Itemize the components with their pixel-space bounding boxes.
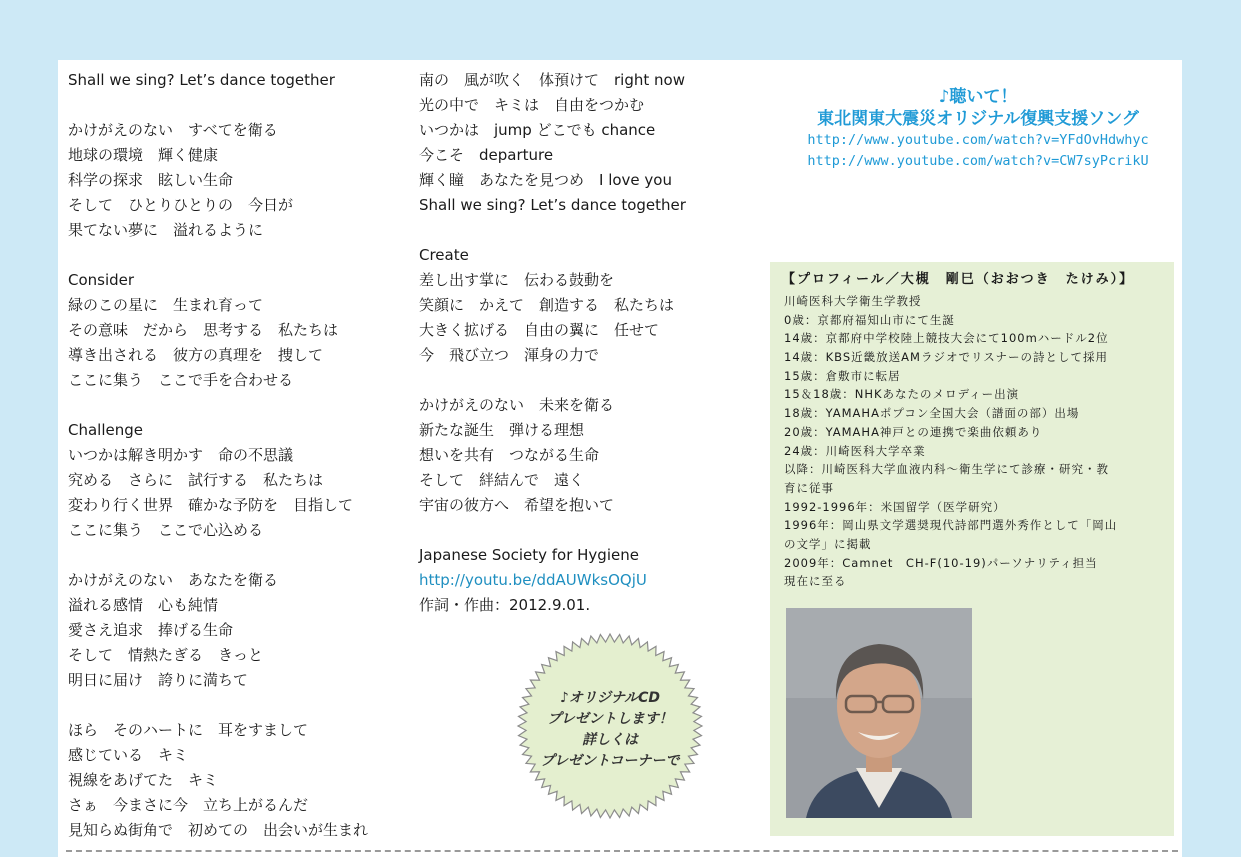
lyric-line: 果てない夢に 溢れるように: [68, 221, 264, 239]
profile-line: 川崎医科大学衛生学教授: [784, 294, 922, 308]
youtube-link-2[interactable]: http://www.youtube.com/watch?v=CW7syPcrikU: [807, 153, 1149, 169]
lyric-line: そして 絆結んで 遠く: [419, 471, 585, 489]
lyric-line: 導き出される 彼方の真理を 捜して: [68, 346, 324, 364]
lyric-line: Consider: [68, 271, 135, 289]
lyric-line: かけがえのない あなたを衛る: [68, 571, 279, 589]
profile-line: 15＆18歳：NHKあなたのメロディー出演: [784, 387, 1020, 402]
lyric-line: 光の中で キミは 自由をつかむ: [419, 96, 645, 114]
profile-line: 0歳：京都府福知山市にて生誕: [784, 312, 955, 327]
lyric-line: [68, 693, 408, 718]
lyric-line: 新たな誕生 弾ける理想: [419, 421, 585, 439]
lyrics-column-1: [68, 68, 408, 843]
lyric-line: 今 飛び立つ 渾身の力で: [419, 346, 600, 364]
lyric-line: いつかは解き明かす 命の不思議: [68, 446, 294, 464]
lyric-line: [68, 93, 408, 118]
lyric-line: 想いを共有 つながる生命: [419, 446, 600, 464]
listen-subtitle: 東北関東大震災オリジナル復興支援ソング: [817, 109, 1139, 129]
lyric-line: その意味 だから 思考する 私たちは: [68, 321, 339, 339]
lyric-line: かけがえのない 未来を衛る: [419, 396, 615, 414]
lyric-line: ここに集う ここで手を合わせる: [68, 371, 294, 389]
seal-line-1: ♪オリジナルCD: [559, 690, 661, 706]
lyric-line: [68, 393, 408, 418]
profile-line: 以降：川崎医科大学血液内科～衛生学にて診療・研究・教: [784, 462, 1109, 477]
lyric-line: Create: [419, 246, 469, 264]
listen-title: ♪聴いて！: [938, 87, 1018, 107]
lyric-line: 変わり行く世界 確かな予防を 目指して: [68, 496, 354, 514]
profile-line: 1992-1996年：米国留学（医学研究）: [784, 499, 1006, 514]
lyric-line: 明日に届け 誇りに満ちて: [68, 671, 248, 689]
lyrics-column-2-lines: [419, 68, 749, 518]
page-sheet: [58, 60, 1182, 857]
lyric-line: 見知らぬ街角で 初めての 出会いが生まれ: [68, 821, 369, 839]
lyric-line: そして ひとりひとりの 今日が: [68, 196, 294, 214]
portrait-illustration: [786, 608, 972, 818]
lyric-line: Shall we sing? Let’s dance together: [68, 71, 335, 89]
lyric-line: 大きく拡げる 自由の翼に 任せて: [419, 321, 660, 339]
lyric-line: [68, 243, 408, 268]
lyric-line: 緑のこの星に 生まれ育って: [68, 296, 264, 314]
lyric-line: いつかは jump どこでも chance: [419, 121, 656, 139]
lyrics-column-2: [419, 68, 749, 618]
profile-line: 14歳：KBS近畿放送AMラジオでリスナーの詩として採用: [784, 350, 1108, 365]
seal-line-4: プレゼントコーナーで: [540, 753, 680, 769]
profile-line: の文学」に掲載: [784, 536, 872, 551]
profile-line: 24歳：川崎医科大学卒業: [784, 443, 926, 458]
lyric-line: ほら そのハートに 耳をすまして: [68, 721, 309, 739]
lyric-line: 科学の探求 眩しい生命: [68, 171, 234, 189]
profile-line: 18歳：YAMAHAポプコン全国大会（譜面の部）出場: [784, 406, 1080, 421]
profile-heading: 【プロフィール／大槻 剛巳（おおつき たけみ）】: [782, 272, 1135, 287]
lyric-line: 宇宙の彼方へ 希望を抱いて: [419, 496, 615, 514]
lyric-line: 視線をあげてた キミ: [68, 771, 219, 789]
lyric-line: [68, 543, 408, 568]
lyric-line: 南の 風が吹く 体預けて right now: [419, 71, 685, 89]
portrait-photo: [786, 608, 972, 818]
lyric-line: さぁ 今まさに今 立ち上がるんだ: [68, 796, 309, 814]
seal-line-2: プレゼントします！: [547, 711, 673, 727]
dashed-divider: [66, 850, 1178, 852]
lyric-line: 溢れる感情 心も純情: [68, 596, 219, 614]
profile-line: 育に従事: [784, 480, 834, 495]
lyric-line: かけがえのない すべてを衛る: [68, 121, 278, 139]
profile-panel: [770, 262, 1174, 836]
lyric-line: 究める さらに 試行する 私たちは: [68, 471, 324, 489]
profile-line: 14歳：京都府中学校陸上競技大会にて100mハードル2位: [784, 331, 1109, 346]
spacer: [419, 518, 749, 543]
lyric-line: [419, 218, 749, 243]
lyric-line: 輝く瞳 あなたを見つめ I love you: [419, 171, 672, 189]
lyric-line: 今こそ departure: [419, 146, 554, 164]
lyric-line: Challenge: [68, 421, 143, 439]
profile-lines: [784, 292, 1168, 591]
present-seal: [514, 630, 706, 822]
seal-line-3: 詳しくは: [582, 732, 638, 748]
lyric-line: Shall we sing? Let’s dance together: [419, 196, 686, 214]
lyric-line: 笑顔に かえて 創造する 私たちは: [419, 296, 675, 314]
lyric-line: 差し出す掌に 伝わる鼓動を: [419, 271, 615, 289]
lyric-line: ここに集う ここで心込める: [68, 521, 264, 539]
listen-box: [778, 86, 1178, 172]
profile-line: 1996年：岡山県文学選奨現代詩部門選外秀作として「岡山: [784, 518, 1118, 533]
lyric-line: 地球の環境 輝く健康: [68, 146, 219, 164]
lyric-line: 感じている キミ: [68, 746, 189, 764]
lyric-line: 愛さえ追求 捧げる生命: [68, 621, 234, 639]
profile-line: 20歳：YAMAHA神戸との連携で楽曲依頼あり: [784, 424, 1043, 439]
profile-line: 2009年：Camnet CH-F(10-19)パーソナリティ担当: [784, 555, 1098, 570]
credit-date: 作詞・作曲：2012.9.01.: [419, 596, 591, 614]
lyric-line: そして 情熱たぎる きっと: [68, 646, 264, 664]
credit-link[interactable]: http://youtu.be/ddAUWksOQjU: [419, 571, 647, 589]
credit-society: Japanese Society for Hygiene: [419, 546, 639, 564]
profile-line: 現在に至る: [784, 574, 847, 589]
lyric-line: [419, 368, 749, 393]
profile-line: 15歳：倉敷市に転居: [784, 368, 901, 383]
youtube-link-1[interactable]: http://www.youtube.com/watch?v=YFdOvHdwhyc: [807, 132, 1149, 148]
